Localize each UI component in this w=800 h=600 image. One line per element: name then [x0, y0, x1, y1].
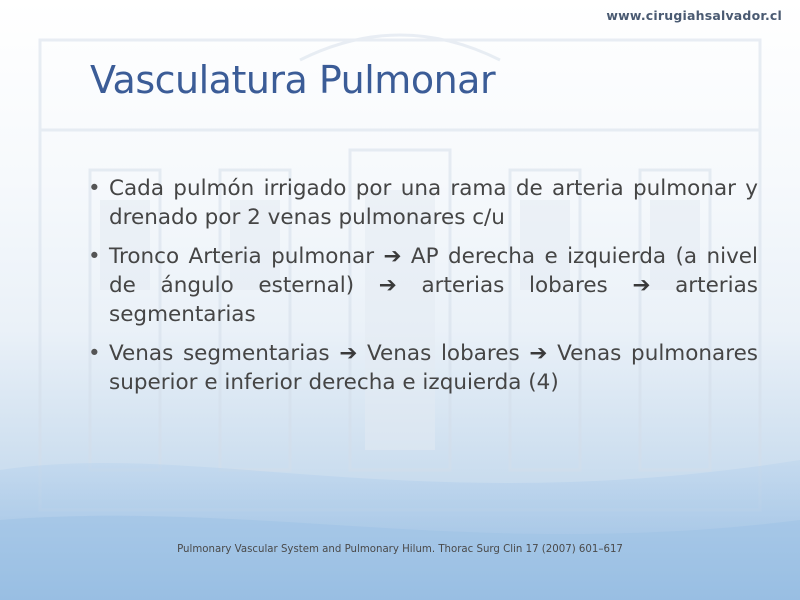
bullet-text: AP derecha e izquierda (a nivel de ángulo esternal)	[109, 244, 758, 298]
arrow-right-icon: ➔	[383, 244, 402, 269]
arrow-right-icon: ➔	[529, 341, 548, 366]
slide-title: Vasculatura Pulmonar	[90, 58, 496, 102]
bullet-text: Cada pulmón irrigado por una rama de arteria pulmonar y drenado por 2 venas pulmonares c/u	[109, 176, 758, 230]
arrow-right-icon: ➔	[632, 273, 651, 298]
bullet-text: arterias segmentarias	[109, 273, 758, 327]
bullet-list	[88, 174, 758, 407]
arrow-right-icon: ➔	[339, 341, 358, 366]
bullet-1	[88, 174, 758, 232]
citation: Pulmonary Vascular System and Pulmonary Hilum. Thorac Surg Clin 17 (2007) 601–617	[177, 544, 623, 555]
bullet-marker: •	[88, 244, 101, 269]
website-url: www.cirugiahsalvador.cl	[606, 8, 782, 23]
bullet-marker: •	[88, 176, 101, 201]
bullet-marker: •	[88, 341, 101, 366]
bullet-text: Venas segmentarias	[109, 341, 330, 366]
bullet-2	[88, 242, 758, 329]
bullet-text: Venas lobares	[367, 341, 520, 366]
arrow-right-icon: ➔	[378, 273, 397, 298]
bullet-3	[88, 339, 758, 397]
bullet-text: Tronco Arteria pulmonar	[109, 244, 375, 269]
bullet-text: arterias lobares	[421, 273, 608, 298]
bullet-text: Venas pulmonares superior e inferior derecha e izquierda (4)	[109, 341, 758, 395]
